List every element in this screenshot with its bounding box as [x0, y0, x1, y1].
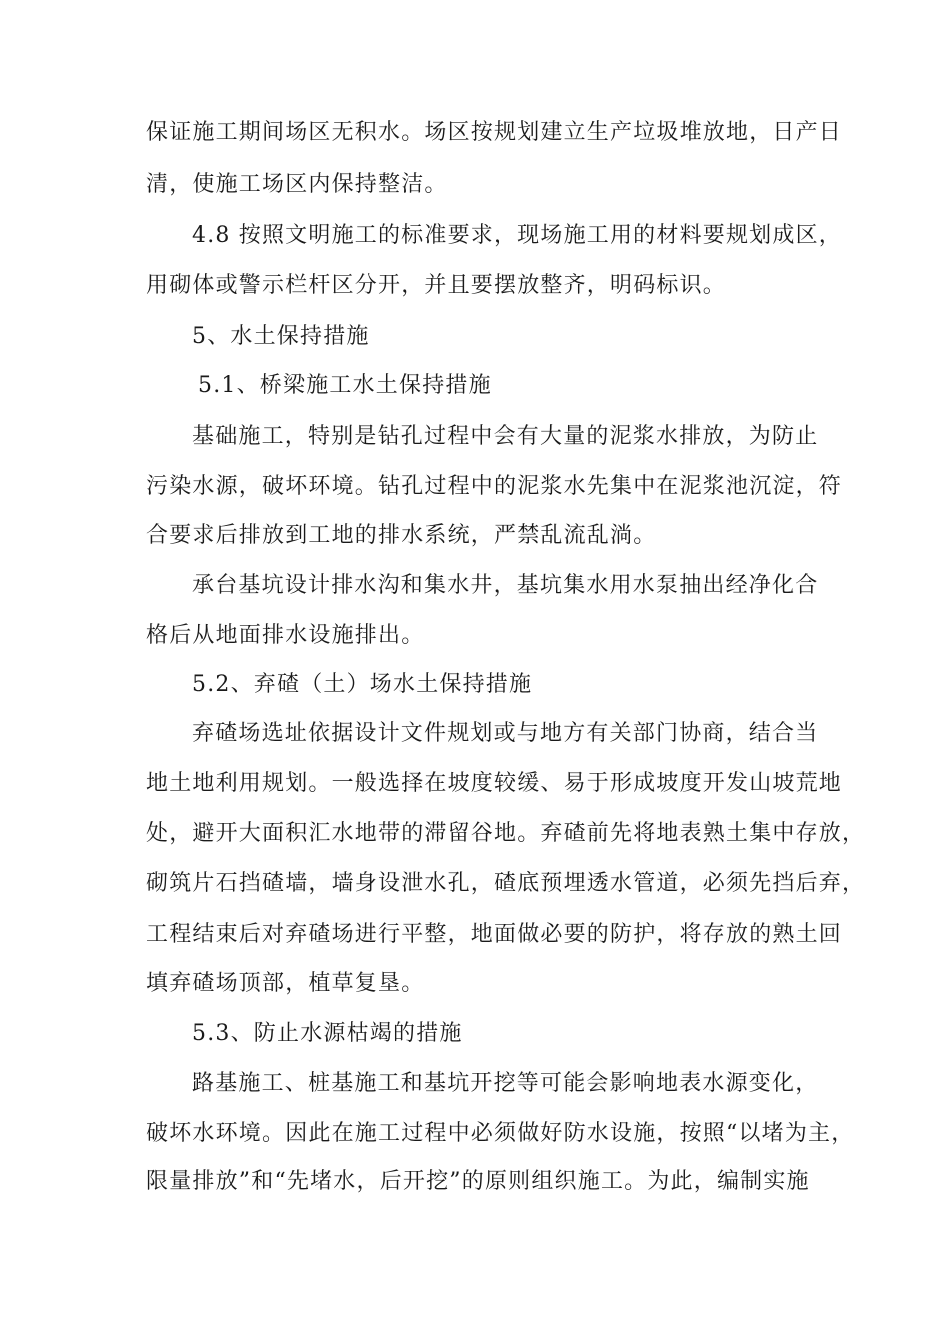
paragraph-line: 污染水源，破坏环境。钻孔过程中的泥浆水先集中在泥浆池沉淀，符 [146, 474, 843, 499]
paragraph-line: 破坏水环境。因此在施工过程中必须做好防水设施，按照“以堵为主， [146, 1121, 855, 1146]
paragraph-line: 清，使施工场区内保持整洁。 [146, 172, 448, 197]
paragraph-line: 4.8 按照文明施工的标准要求，现场施工用的材料要规划成区， [192, 223, 842, 248]
paragraph-line: 基础施工，特别是钻孔过程中会有大量的泥浆水排放，为防止 [192, 424, 819, 449]
paragraph-line: 路基施工、桩基施工和基坑开挖等可能会影响地表水源变化， [192, 1071, 819, 1096]
paragraph-line: 限量排放”和“先堵水，后开挖”的原则组织施工。为此，编制实施 [146, 1169, 810, 1194]
subsection-heading: 5.3、防止水源枯竭的措施 [192, 1021, 463, 1046]
paragraph-line: 弃碴场选址依据设计文件规划或与地方有关部门协商，结合当 [192, 721, 819, 746]
paragraph-line: 地土地利用规划。一般选择在坡度较缓、易于形成坡度开发山坡荒地 [146, 771, 843, 796]
paragraph-line: 用砌体或警示栏杆区分开，并且要摆放整齐，明码标识。 [146, 273, 727, 298]
paragraph-line: 保证施工期间场区无积水。场区按规划建立生产垃圾堆放地，日产日 [146, 120, 843, 145]
paragraph-line: 工程结束后对弃碴场进行平整，地面做必要的防护，将存放的熟土回 [146, 922, 843, 947]
paragraph-line: 格后从地面排水设施排出。 [146, 623, 425, 648]
paragraph-line: 合要求后排放到工地的排水系统，严禁乱流乱淌。 [146, 523, 657, 548]
subsection-heading: 5.1、桥梁施工水土保持措施 [198, 373, 492, 398]
paragraph-line: 填弃碴场顶部，植草复垦。 [146, 971, 425, 996]
paragraph-line: 处，避开大面积汇水地带的滞留谷地。弃碴前先将地表熟土集中存放， [146, 821, 866, 846]
subsection-heading: 5.2、弃碴（土）场水土保持措施 [192, 672, 533, 697]
paragraph-line: 砌筑片石挡碴墙，墙身设泄水孔，碴底预埋透水管道，必须先挡后弃， [146, 871, 866, 896]
section-heading: 5、水土保持措施 [192, 324, 370, 349]
paragraph-line: 承台基坑设计排水沟和集水井，基坑集水用水泵抽出经净化合 [192, 573, 819, 598]
